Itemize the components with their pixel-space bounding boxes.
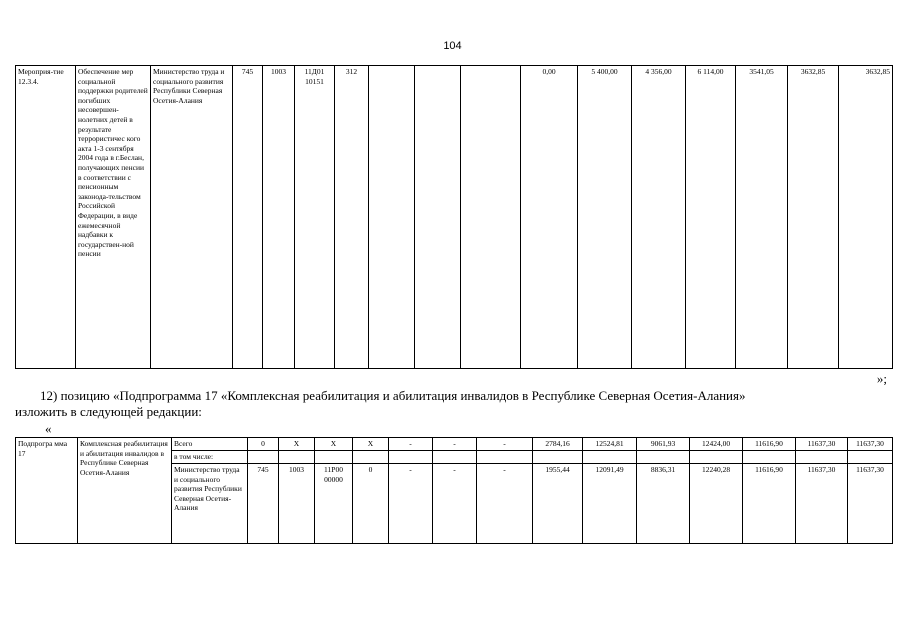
value-cell: 11616,90: [743, 438, 796, 451]
value-cell: 3541,05: [736, 66, 788, 369]
dash-cell: -: [389, 464, 433, 544]
vr-cell: 312: [335, 66, 369, 369]
closing-quote: »;: [876, 371, 887, 386]
event-table: [15, 65, 893, 369]
value-cell: 12240,28: [690, 464, 743, 544]
executor-cell: Министерство труда и социального развития Республики Северная Осетия-Алания: [151, 66, 233, 369]
value-cell: 11637,30: [796, 438, 848, 451]
vr-cell: Х: [353, 438, 389, 451]
page-number: 104: [443, 40, 462, 52]
value-cell: 5 400,00: [578, 66, 632, 369]
value-cell: 3632,85: [788, 66, 839, 369]
subprogram-name-cell: Подпрогра мма 17: [16, 438, 78, 544]
empty-cell: [461, 66, 521, 369]
event-name-cell: Мероприя-тие 12.3.4.: [16, 66, 76, 369]
value-cell: 6 114,00: [686, 66, 736, 369]
event-description-cell: Обеспечение мер социальной поддержки родителей погибших несовершен-нолетних детей в результате террористичес кого акта 1-3 сентября 2004 года в г.Беслан, получающих пенсии в соответствии с пенсионным законода-тельством Российской Федерации, в виде ежемесячной надбавки к государствен-ной пенсии: [76, 66, 151, 369]
empty-cell: [369, 66, 415, 369]
value-cell: 4 356,00: [632, 66, 686, 369]
dash-cell: -: [433, 438, 477, 451]
rzpr-cell: Х: [279, 438, 315, 451]
value-cell: 11637,30: [848, 438, 893, 451]
amendment-text: 12) позицию «Подпрограмма 17 «Комплексная реабилитация и абилитация инвалидов в Республике Северная Осетия-Алания»: [40, 388, 746, 403]
subprogram-table: [15, 437, 893, 544]
value-cell: 11616,90: [743, 464, 796, 544]
value-cell: 0,00: [521, 66, 578, 369]
subprogram-description-cell: Комплексная реабилитация и абилитация инвалидов в Республике Северная Осетия-Алания: [78, 438, 172, 544]
dash-cell: -: [477, 464, 533, 544]
value-cell: 2784,16: [533, 438, 583, 451]
value-cell: 12424,00: [690, 438, 743, 451]
dash-cell: -: [389, 438, 433, 451]
amendment-text-continued: изложить в следующей редакции:: [15, 404, 202, 419]
grbs-cell: 0: [248, 438, 279, 451]
dash-cell: -: [477, 438, 533, 451]
value-cell: 1955,44: [533, 464, 583, 544]
vr-cell: 0: [353, 464, 389, 544]
csr-cell: 11Р00 00000: [315, 464, 353, 544]
value-cell: 9061,93: [637, 438, 690, 451]
value-cell: 11637,30: [796, 464, 848, 544]
csr-cell: Х: [315, 438, 353, 451]
rzpr-cell: 1003: [279, 464, 315, 544]
grbs-cell: 745: [233, 66, 263, 369]
value-cell: 8836,31: [637, 464, 690, 544]
opening-quote: «: [45, 421, 52, 436]
table-row: [16, 438, 893, 451]
grbs-cell: 745: [248, 464, 279, 544]
value-cell: 3632,85: [839, 66, 893, 369]
csr-cell: 11Д01 10151: [295, 66, 335, 369]
table-row: [16, 66, 893, 369]
dash-cell: -: [433, 464, 477, 544]
empty-cell: [415, 66, 461, 369]
total-label-cell: Всего: [172, 438, 248, 451]
value-cell: 11637,30: [848, 464, 893, 544]
including-label-cell: в том числе:: [172, 451, 248, 464]
ministry-label-cell: Министерство труда и социального развития Республики Северная Осетия-Алания: [172, 464, 248, 544]
rzpr-cell: 1003: [263, 66, 295, 369]
value-cell: 12091,49: [583, 464, 637, 544]
value-cell: 12524,81: [583, 438, 637, 451]
